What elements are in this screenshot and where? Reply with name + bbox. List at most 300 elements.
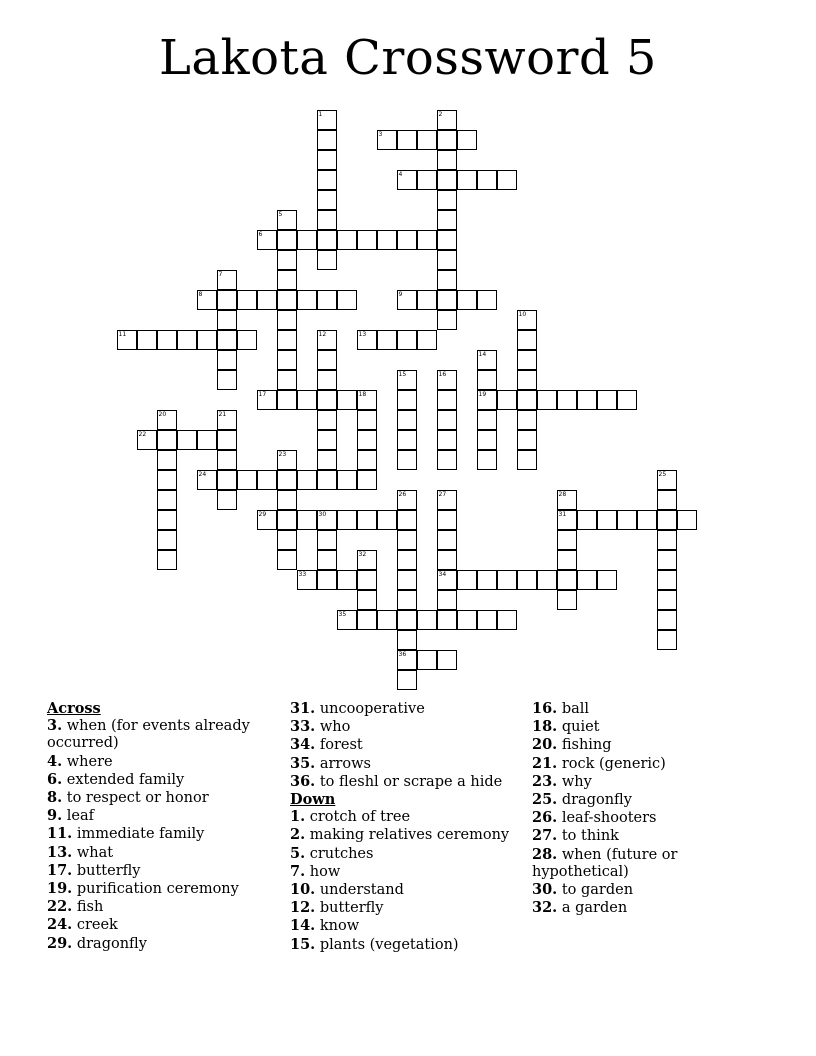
clue-item-text: to think bbox=[561, 828, 619, 845]
clue-item-number: 26. bbox=[532, 809, 558, 827]
clue-number: 30 bbox=[318, 510, 327, 518]
grid-cell[interactable] bbox=[317, 330, 337, 350]
clue-number: 26 bbox=[398, 490, 407, 498]
grid-cell[interactable] bbox=[437, 150, 457, 170]
grid-cell[interactable] bbox=[357, 470, 377, 490]
grid-cell[interactable] bbox=[337, 470, 357, 490]
grid-cell[interactable] bbox=[537, 390, 557, 410]
grid-cell[interactable] bbox=[517, 430, 537, 450]
grid-cell[interactable] bbox=[157, 490, 177, 510]
grid-cell[interactable] bbox=[437, 650, 457, 670]
grid-cell[interactable] bbox=[397, 370, 417, 390]
grid-cell[interactable] bbox=[377, 510, 397, 530]
clue-item bbox=[290, 845, 515, 863]
grid-cell[interactable] bbox=[357, 430, 377, 450]
grid-cell[interactable] bbox=[297, 390, 317, 410]
grid-cell[interactable] bbox=[297, 230, 317, 250]
grid-cell[interactable] bbox=[617, 510, 637, 530]
grid-cell[interactable] bbox=[277, 370, 297, 390]
grid-cell[interactable] bbox=[277, 490, 297, 510]
grid-cell[interactable] bbox=[477, 370, 497, 390]
grid-cell[interactable] bbox=[157, 530, 177, 550]
grid-cell[interactable] bbox=[597, 510, 617, 530]
grid-cell[interactable] bbox=[337, 230, 357, 250]
grid-cell[interactable] bbox=[317, 510, 337, 530]
grid-cell[interactable] bbox=[437, 430, 457, 450]
grid-cell[interactable] bbox=[617, 390, 637, 410]
grid-cell[interactable] bbox=[437, 590, 457, 610]
grid-cell[interactable] bbox=[357, 570, 377, 590]
clue-item-number: 22. bbox=[47, 898, 73, 916]
grid-cell[interactable] bbox=[517, 310, 537, 330]
grid-cell[interactable] bbox=[477, 170, 497, 190]
clue-item-number: 13. bbox=[47, 843, 73, 861]
clue-item bbox=[47, 771, 272, 789]
grid-cell[interactable] bbox=[377, 230, 397, 250]
grid-cell[interactable] bbox=[317, 210, 337, 230]
grid-cell[interactable] bbox=[557, 570, 577, 590]
grid-cell[interactable] bbox=[317, 150, 337, 170]
grid-cell[interactable] bbox=[157, 410, 177, 430]
grid-cell[interactable] bbox=[537, 570, 557, 590]
grid-cell[interactable] bbox=[257, 510, 277, 530]
grid-cell[interactable] bbox=[437, 170, 457, 190]
grid-cell[interactable] bbox=[517, 330, 537, 350]
grid-cell[interactable] bbox=[397, 170, 417, 190]
grid-cell[interactable] bbox=[317, 170, 337, 190]
clue-item-number: 11. bbox=[47, 825, 73, 843]
grid-cell[interactable] bbox=[437, 310, 457, 330]
grid-cell[interactable] bbox=[457, 610, 477, 630]
grid-cell[interactable] bbox=[657, 610, 677, 630]
grid-cell[interactable] bbox=[217, 370, 237, 390]
grid-cell[interactable] bbox=[657, 590, 677, 610]
grid-cell[interactable] bbox=[317, 250, 337, 270]
grid-cell[interactable] bbox=[577, 570, 597, 590]
clue-item-number: 20. bbox=[532, 736, 558, 754]
clue-item-text: to respect or honor bbox=[66, 790, 209, 807]
clue-item-text: rock (generic) bbox=[561, 755, 666, 772]
grid-cell[interactable] bbox=[317, 450, 337, 470]
clue-number: 15 bbox=[398, 370, 407, 378]
grid-cell[interactable] bbox=[377, 330, 397, 350]
clue-item-number: 12. bbox=[290, 899, 316, 917]
grid-cell[interactable] bbox=[657, 570, 677, 590]
grid-cell[interactable] bbox=[197, 430, 217, 450]
grid-cell[interactable] bbox=[197, 330, 217, 350]
grid-cell[interactable] bbox=[657, 550, 677, 570]
clue-number: 6 bbox=[258, 230, 263, 238]
grid-cell[interactable] bbox=[357, 390, 377, 410]
grid-cell[interactable] bbox=[477, 430, 497, 450]
clue-item-number: 18. bbox=[532, 718, 558, 736]
grid-cell[interactable] bbox=[397, 230, 417, 250]
clue-item-text: creek bbox=[76, 917, 118, 934]
grid-cell[interactable] bbox=[317, 390, 337, 410]
grid-cell[interactable] bbox=[397, 590, 417, 610]
grid-cell[interactable] bbox=[397, 530, 417, 550]
grid-cell[interactable] bbox=[437, 390, 457, 410]
grid-cell[interactable] bbox=[317, 530, 337, 550]
clue-item-text: butterfly bbox=[76, 862, 141, 879]
grid-cell[interactable] bbox=[397, 290, 417, 310]
grid-cell[interactable] bbox=[237, 330, 257, 350]
clue-item bbox=[47, 935, 272, 953]
grid-cell[interactable] bbox=[397, 390, 417, 410]
clue-item-text: plants (vegetation) bbox=[319, 936, 459, 953]
clue-number: 28 bbox=[558, 490, 567, 498]
grid-cell[interactable] bbox=[317, 550, 337, 570]
grid-cell[interactable] bbox=[317, 430, 337, 450]
grid-cell[interactable] bbox=[357, 550, 377, 570]
grid-cell[interactable] bbox=[557, 590, 577, 610]
grid-cell[interactable] bbox=[477, 350, 497, 370]
grid-cell[interactable] bbox=[277, 250, 297, 270]
clue-column-3 bbox=[532, 700, 702, 917]
grid-cell[interactable] bbox=[217, 450, 237, 470]
grid-cell[interactable] bbox=[317, 570, 337, 590]
grid-cell[interactable] bbox=[437, 570, 457, 590]
grid-cell[interactable] bbox=[457, 290, 477, 310]
grid-cell[interactable] bbox=[417, 170, 437, 190]
clue-item-number: 4. bbox=[47, 752, 63, 770]
clue-item-number: 34. bbox=[290, 736, 316, 754]
grid-cell[interactable] bbox=[237, 470, 257, 490]
grid-cell[interactable] bbox=[277, 310, 297, 330]
grid-cell[interactable] bbox=[437, 610, 457, 630]
grid-cell[interactable] bbox=[657, 490, 677, 510]
clue-number: 20 bbox=[158, 410, 167, 418]
grid-cell[interactable] bbox=[437, 370, 457, 390]
grid-cell[interactable] bbox=[437, 130, 457, 150]
grid-cell[interactable] bbox=[437, 290, 457, 310]
grid-cell[interactable] bbox=[137, 330, 157, 350]
clue-item bbox=[290, 881, 515, 899]
grid-cell[interactable] bbox=[397, 550, 417, 570]
clue-item bbox=[290, 826, 515, 844]
grid-cell[interactable] bbox=[437, 490, 457, 510]
grid-cell[interactable] bbox=[657, 470, 677, 490]
clue-item bbox=[290, 718, 515, 736]
grid-cell[interactable] bbox=[437, 410, 457, 430]
grid-cell[interactable] bbox=[277, 390, 297, 410]
clue-item bbox=[532, 791, 702, 809]
grid-cell[interactable] bbox=[557, 550, 577, 570]
grid-cell[interactable] bbox=[657, 510, 677, 530]
grid-cell[interactable] bbox=[257, 390, 277, 410]
clue-item-number: 2. bbox=[290, 826, 306, 844]
grid-cell[interactable] bbox=[517, 570, 537, 590]
clue-item-number: 30. bbox=[532, 881, 558, 899]
grid-cell[interactable] bbox=[357, 610, 377, 630]
grid-cell[interactable] bbox=[257, 230, 277, 250]
clue-item bbox=[47, 880, 272, 898]
grid-cell[interactable] bbox=[397, 610, 417, 630]
clue-item bbox=[290, 917, 515, 935]
grid-cell[interactable] bbox=[397, 490, 417, 510]
grid-cell[interactable] bbox=[517, 370, 537, 390]
clue-item-text: leaf-shooters bbox=[561, 810, 657, 827]
grid-cell[interactable] bbox=[437, 110, 457, 130]
grid-cell[interactable] bbox=[277, 230, 297, 250]
clue-item-text: when (for events already occurred) bbox=[47, 718, 250, 752]
clue-number: 1 bbox=[318, 110, 323, 118]
grid-cell[interactable] bbox=[217, 290, 237, 310]
grid-cell[interactable] bbox=[157, 450, 177, 470]
grid-cell[interactable] bbox=[637, 510, 657, 530]
clue-item-text: know bbox=[319, 918, 360, 935]
clue-item bbox=[290, 773, 515, 791]
clue-item-number: 35. bbox=[290, 754, 316, 772]
grid-cell[interactable] bbox=[597, 570, 617, 590]
clue-item-number: 31. bbox=[290, 700, 316, 717]
grid-cell[interactable] bbox=[417, 650, 437, 670]
grid-cell[interactable] bbox=[397, 630, 417, 650]
grid-cell[interactable] bbox=[417, 610, 437, 630]
clue-number: 29 bbox=[258, 510, 267, 518]
grid-cell[interactable] bbox=[277, 470, 297, 490]
grid-cell[interactable] bbox=[297, 510, 317, 530]
clue-item bbox=[532, 827, 702, 845]
grid-cell[interactable] bbox=[217, 350, 237, 370]
grid-cell[interactable] bbox=[137, 430, 157, 450]
clue-item-number: 8. bbox=[47, 789, 63, 807]
clue-number: 25 bbox=[658, 470, 667, 478]
grid-cell[interactable] bbox=[497, 570, 517, 590]
grid-cell[interactable] bbox=[157, 510, 177, 530]
grid-cell[interactable] bbox=[437, 250, 457, 270]
grid-cell[interactable] bbox=[177, 430, 197, 450]
grid-cell[interactable] bbox=[657, 630, 677, 650]
grid-cell[interactable] bbox=[337, 510, 357, 530]
grid-cell[interactable] bbox=[397, 130, 417, 150]
clue-number: 8 bbox=[198, 290, 203, 298]
grid-cell[interactable] bbox=[117, 330, 137, 350]
grid-cell[interactable] bbox=[217, 270, 237, 290]
grid-cell[interactable] bbox=[557, 390, 577, 410]
grid-cell[interactable] bbox=[357, 410, 377, 430]
clue-item bbox=[290, 736, 515, 754]
clue-item-number: 33. bbox=[290, 718, 316, 736]
grid-cell[interactable] bbox=[377, 610, 397, 630]
grid-cell[interactable] bbox=[557, 510, 577, 530]
grid-cell[interactable] bbox=[217, 490, 237, 510]
clue-item bbox=[47, 825, 272, 843]
across-clue-list bbox=[47, 717, 272, 953]
grid-cell[interactable] bbox=[477, 610, 497, 630]
grid-cell[interactable] bbox=[157, 330, 177, 350]
grid-cell[interactable] bbox=[377, 130, 397, 150]
grid-cell[interactable] bbox=[337, 570, 357, 590]
grid-cell[interactable] bbox=[317, 370, 337, 390]
grid-cell[interactable] bbox=[497, 610, 517, 630]
grid-cell[interactable] bbox=[437, 210, 457, 230]
clue-item-number: 28. bbox=[532, 845, 558, 863]
grid-cell[interactable] bbox=[337, 390, 357, 410]
grid-cell[interactable] bbox=[297, 470, 317, 490]
clue-item-text: how bbox=[309, 863, 341, 880]
clue-number: 33 bbox=[298, 570, 307, 578]
grid-cell[interactable] bbox=[277, 210, 297, 230]
grid-cell[interactable] bbox=[437, 190, 457, 210]
grid-cell[interactable] bbox=[277, 550, 297, 570]
grid-cell[interactable] bbox=[217, 470, 237, 490]
grid-cell[interactable] bbox=[297, 290, 317, 310]
grid-cell[interactable] bbox=[357, 450, 377, 470]
grid-cell[interactable] bbox=[217, 310, 237, 330]
grid-cell[interactable] bbox=[477, 570, 497, 590]
grid-cell[interactable] bbox=[417, 330, 437, 350]
grid-cell[interactable] bbox=[197, 470, 217, 490]
grid-cell[interactable] bbox=[497, 390, 517, 410]
grid-cell[interactable] bbox=[417, 290, 437, 310]
clue-item-number: 25. bbox=[532, 791, 558, 809]
grid-cell[interactable] bbox=[437, 510, 457, 530]
grid-cell[interactable] bbox=[397, 510, 417, 530]
grid-cell[interactable] bbox=[157, 550, 177, 570]
grid-cell[interactable] bbox=[297, 570, 317, 590]
grid-cell[interactable] bbox=[317, 350, 337, 370]
puzzle-title: Lakota Crossword 5 bbox=[159, 30, 657, 86]
clue-item bbox=[532, 881, 702, 899]
grid-cell[interactable] bbox=[217, 430, 237, 450]
grid-cell[interactable] bbox=[457, 570, 477, 590]
grid-cell[interactable] bbox=[257, 470, 277, 490]
grid-cell[interactable] bbox=[177, 330, 197, 350]
grid-cell[interactable] bbox=[437, 230, 457, 250]
clue-number: 24 bbox=[198, 470, 207, 478]
grid-cell[interactable] bbox=[397, 650, 417, 670]
clue-item bbox=[290, 899, 515, 917]
grid-cell[interactable] bbox=[357, 230, 377, 250]
grid-cell[interactable] bbox=[577, 510, 597, 530]
grid-cell[interactable] bbox=[337, 290, 357, 310]
clue-item bbox=[290, 863, 515, 881]
grid-cell[interactable] bbox=[277, 450, 297, 470]
grid-cell[interactable] bbox=[257, 290, 277, 310]
grid-cell[interactable] bbox=[397, 450, 417, 470]
grid-cell[interactable] bbox=[557, 530, 577, 550]
clue-item-number: 16. bbox=[532, 700, 558, 717]
grid-cell[interactable] bbox=[317, 290, 337, 310]
clue-number: 5 bbox=[278, 210, 283, 218]
clue-number: 12 bbox=[318, 330, 327, 338]
grid-cell[interactable] bbox=[477, 290, 497, 310]
clue-item-text: uncooperative bbox=[319, 701, 425, 717]
clue-item bbox=[532, 809, 702, 827]
grid-cell[interactable] bbox=[277, 510, 297, 530]
clue-item-number: 36. bbox=[290, 772, 316, 790]
grid-cell[interactable] bbox=[277, 330, 297, 350]
grid-cell[interactable] bbox=[457, 170, 477, 190]
grid-cell[interactable] bbox=[357, 330, 377, 350]
grid-cell[interactable] bbox=[597, 390, 617, 410]
grid-cell[interactable] bbox=[317, 110, 337, 130]
grid-cell[interactable] bbox=[277, 530, 297, 550]
grid-cell[interactable] bbox=[517, 410, 537, 430]
clue-item bbox=[532, 846, 702, 881]
clue-item-text: what bbox=[76, 844, 114, 861]
grid-cell[interactable] bbox=[317, 130, 337, 150]
grid-cell[interactable] bbox=[577, 390, 597, 410]
grid-cell[interactable] bbox=[157, 430, 177, 450]
grid-cell[interactable] bbox=[277, 290, 297, 310]
grid-cell[interactable] bbox=[557, 490, 577, 510]
grid-cell[interactable] bbox=[437, 270, 457, 290]
grid-cell[interactable] bbox=[317, 410, 337, 430]
clue-number: 35 bbox=[338, 610, 347, 618]
grid-cell[interactable] bbox=[417, 130, 437, 150]
grid-cell[interactable] bbox=[517, 350, 537, 370]
clue-item-text: understand bbox=[319, 882, 404, 899]
grid-cell[interactable] bbox=[497, 170, 517, 190]
grid-cell[interactable] bbox=[437, 530, 457, 550]
grid-cell[interactable] bbox=[317, 230, 337, 250]
clue-item-number: 1. bbox=[290, 808, 306, 826]
grid-cell[interactable] bbox=[417, 230, 437, 250]
clue-item-number: 24. bbox=[47, 916, 73, 934]
grid-cell[interactable] bbox=[457, 130, 477, 150]
grid-cell[interactable] bbox=[277, 270, 297, 290]
clue-number: 27 bbox=[438, 490, 447, 498]
clue-item-text: immediate family bbox=[76, 826, 205, 843]
grid-cell[interactable] bbox=[397, 330, 417, 350]
grid-cell[interactable] bbox=[477, 410, 497, 430]
grid-cell[interactable] bbox=[517, 390, 537, 410]
clue-item-text: purification ceremony bbox=[76, 881, 239, 898]
clue-item-text: crotch of tree bbox=[309, 809, 411, 826]
across-heading: Across bbox=[47, 700, 101, 717]
grid-cell[interactable] bbox=[337, 610, 357, 630]
clue-item-text: leaf bbox=[66, 808, 94, 825]
clue-item-number: 6. bbox=[47, 770, 63, 788]
grid-cell[interactable] bbox=[157, 470, 177, 490]
grid-cell[interactable] bbox=[237, 290, 257, 310]
clue-item-text: when (future or hypothetical) bbox=[532, 846, 678, 880]
grid-cell[interactable] bbox=[657, 530, 677, 550]
grid-cell[interactable] bbox=[217, 330, 237, 350]
grid-cell[interactable] bbox=[317, 470, 337, 490]
clue-item-text: to garden bbox=[561, 882, 634, 899]
clue-item bbox=[290, 755, 515, 773]
clue-number: 14 bbox=[478, 350, 487, 358]
grid-cell[interactable] bbox=[517, 450, 537, 470]
grid-cell[interactable] bbox=[277, 350, 297, 370]
grid-cell[interactable] bbox=[397, 570, 417, 590]
grid-cell[interactable] bbox=[357, 510, 377, 530]
grid-cell[interactable] bbox=[217, 410, 237, 430]
clue-item-text: crutches bbox=[309, 845, 374, 862]
grid-cell[interactable] bbox=[397, 430, 417, 450]
clue-number: 2 bbox=[438, 110, 443, 118]
clue-item-text: making relatives ceremony bbox=[309, 827, 510, 844]
grid-cell[interactable] bbox=[197, 290, 217, 310]
grid-cell[interactable] bbox=[477, 450, 497, 470]
grid-cell[interactable] bbox=[437, 450, 457, 470]
clue-column-2 bbox=[290, 700, 515, 954]
clue-item bbox=[47, 898, 272, 916]
grid-cell[interactable] bbox=[397, 670, 417, 690]
grid-cell[interactable] bbox=[437, 550, 457, 570]
grid-cell[interactable] bbox=[477, 390, 497, 410]
clue-number: 34 bbox=[438, 570, 447, 578]
grid-cell[interactable] bbox=[357, 590, 377, 610]
clue-item bbox=[290, 808, 515, 826]
grid-cell[interactable] bbox=[397, 410, 417, 430]
grid-cell[interactable] bbox=[317, 190, 337, 210]
grid-cell[interactable] bbox=[677, 510, 697, 530]
clue-number: 11 bbox=[118, 330, 127, 338]
